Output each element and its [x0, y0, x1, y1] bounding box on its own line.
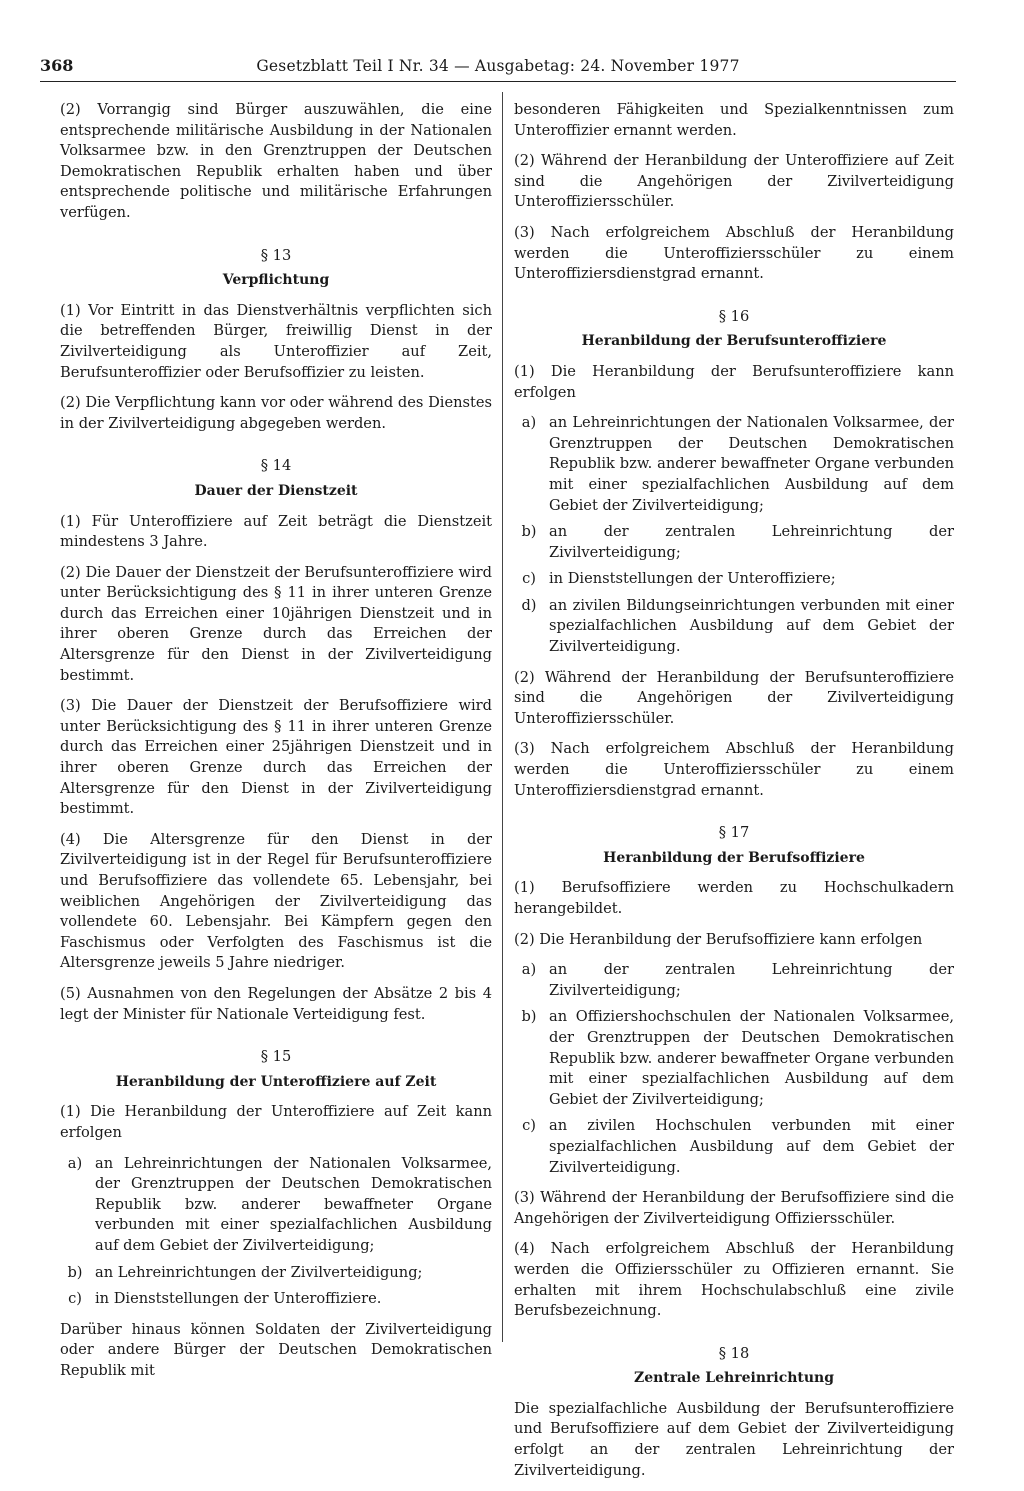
item-label: c) — [522, 570, 536, 588]
section-title: Dauer der Dienstzeit — [194, 482, 358, 499]
paragraph: (1) Die Heranbildung der Unteroffiziere auf Zeit kann erfolgen — [60, 1103, 492, 1141]
item-text: in Dienststellungen der Unteroffiziere; — [549, 570, 836, 588]
paragraph: (3) Die Dauer der Dienstzeit der Berufsoffiziere wird unter Berücksichtigung des § 11 in ihrer unteren Grenze durch das Erreichen einer 25jährigen Dienstzeit und in ihrer oberen Grenze durch das Erreichen der Altersgrenze für den Dienst in der Zivilverteidigung bestimmt. — [60, 697, 492, 818]
section-number: § 14 — [260, 457, 292, 475]
header-rule — [40, 81, 956, 82]
section-number: § 18 — [718, 1344, 750, 1362]
item-text: an Lehreinrichtungen der Nationalen Volksarmee, der Grenztruppen der Deutschen Demokratischen Republik bzw. anderer bewaffneter Organe verbunden mit einer spezialfachlichen Ausbildung auf dem Gebiet der Zivilverteidigung; — [95, 1154, 492, 1254]
column-separator — [502, 92, 503, 1342]
left-column — [60, 100, 492, 1391]
list-item — [514, 960, 954, 1001]
item-text: an Lehreinrichtungen der Zivilverteidigung; — [95, 1263, 423, 1281]
section-number: § 17 — [718, 824, 750, 842]
list-item — [514, 596, 954, 658]
list-item — [60, 1289, 492, 1310]
paragraph: (2) Die Verpflichtung kann vor oder während des Dienstes in der Zivilverteidigung abgegeben werden. — [60, 394, 492, 432]
paragraph: (2) Während der Heranbildung der Unteroffiziere auf Zeit sind die Angehörigen der Zivilverteidigung Unteroffiziersschüler. — [514, 152, 954, 211]
section-15 — [60, 1047, 492, 1381]
section-14 — [60, 456, 492, 1025]
paragraph-continuation: besonderen Fähigkeiten und Spezialkenntnissen zum Unteroffizier ernannt werden. — [514, 101, 954, 139]
item-text: an zivilen Hochschulen verbunden mit einer spezialfachlichen Ausbildung auf dem Gebiet der Zivilverteidigung. — [549, 1117, 954, 1176]
section-title: Verpflichtung — [222, 272, 330, 289]
paragraph: (5) Ausnahmen von den Regelungen der Absätze 2 bis 4 legt der Minister für Nationale Verteidigung fest. — [60, 984, 492, 1023]
section-18 — [514, 1344, 954, 1482]
item-label: b) — [521, 523, 537, 541]
item-label: c) — [522, 1117, 536, 1135]
section-13 — [60, 246, 492, 435]
section-number: § 15 — [260, 1048, 292, 1066]
list-item — [514, 569, 954, 590]
section-17 — [514, 823, 954, 1321]
item-label: a) — [521, 961, 537, 979]
item-text: in Dienststellungen der Unteroffiziere. — [95, 1290, 382, 1308]
gazette-title: Gesetzblatt Teil I Nr. 34 — Ausgabetag: 24. November 1977 — [256, 57, 740, 75]
item-text: an der zentralen Lehreinrichtung der Zivilverteidigung; — [549, 961, 954, 999]
list-item — [514, 1007, 954, 1110]
paragraph: (1) Vor Eintritt in das Dienstverhältnis verpflichten sich die betreffenden Bürger, freiwillig Dienst in der Zivilverteidigung als Unteroffizier auf Zeit, Berufsunteroffizier oder Berufsoffizier zu leisten. — [60, 301, 492, 381]
list-item — [514, 413, 954, 516]
item-label: a) — [67, 1154, 83, 1172]
list-item — [514, 522, 954, 563]
paragraph: (3) Nach erfolgreichem Abschluß der Heranbildung werden die Unteroffiziersschüler zu einem Unteroffiziersdienstgrad ernannt. — [514, 223, 954, 283]
enumerated-list — [60, 1154, 492, 1310]
item-label: d) — [521, 596, 537, 614]
paragraph: (3) Nach erfolgreichem Abschluß der Heranbildung werden die Unteroffiziersschüler zu einem Unteroffiziersdienstgrad ernannt. — [514, 740, 954, 799]
paragraph: (2) Die Dauer der Dienstzeit der Berufsunteroffiziere wird unter Berücksichtigung des § 11 in ihrer unteren Grenze durch das Erreichen einer 10jährigen Dienstzeit und in ihrer oberen Grenze durch das Erreichen der Altersgrenze für den Dienst in der Zivilverteidigung bestimmt. — [60, 563, 492, 684]
item-label: b) — [67, 1263, 83, 1281]
paragraph: (1) Für Unteroffiziere auf Zeit beträgt die Dienstzeit mindestens 3 Jahre. — [60, 512, 492, 551]
section-number: § 16 — [718, 307, 750, 325]
enumerated-list — [514, 413, 954, 658]
list-item — [514, 1116, 954, 1178]
paragraph: (2) Die Heranbildung der Berufsoffiziere kann erfolgen — [514, 930, 923, 948]
section-title: Zentrale Lehreinrichtung — [633, 1370, 835, 1387]
item-label: b) — [521, 1008, 537, 1026]
section-16 — [514, 307, 954, 801]
section-title: Heranbildung der Unteroffiziere auf Zeit — [115, 1073, 437, 1090]
paragraph: Darüber hinaus können Soldaten der Zivilverteidigung oder andere Bürger der Deutschen Demokratischen Republik mit — [60, 1320, 492, 1379]
item-text: an Offiziershochschulen der Nationalen Volksarmee, der Grenztruppen der Deutschen Demokratischen Republik bzw. anderer bewaffneter Organe verbunden mit einer spezialfachlichen Ausbildung auf dem Gebiet der Zivilverteidigung; — [549, 1008, 954, 1108]
item-label: c) — [68, 1290, 82, 1308]
list-item — [60, 1154, 492, 1257]
right-column — [514, 100, 954, 1491]
section-number: § 13 — [260, 246, 292, 264]
section-title: Heranbildung der Berufsoffiziere — [603, 849, 865, 866]
paragraph: (4) Nach erfolgreichem Abschluß der Heranbildung werden die Offiziersschüler zu Offizieren ernannt. Sie erhalten mit ihrem Hochschulabschluß eine zivile Berufsbezeichnung. — [514, 1240, 954, 1320]
page-header — [40, 56, 956, 80]
paragraph-s12-2: (2) Vorrangig sind Bürger auszuwählen, die eine entsprechende militärische Ausbildung in der Nationalen Volksarmee bzw. in den Grenztruppen der Deutschen Demokratischen Republik erhalten haben und über entsprechende politische und militärische Erfahrungen verfügen. — [60, 101, 492, 221]
paragraph: (1) Berufsoffiziere werden zu Hochschulkadern herangebildet. — [514, 879, 954, 917]
paragraph: (1) Die Heranbildung der Berufsunteroffiziere kann erfolgen — [514, 362, 954, 401]
enumerated-list — [514, 960, 954, 1178]
item-text: an zivilen Bildungseinrichtungen verbunden mit einer spezialfachlichen Ausbildung auf dem Gebiet der Zivilverteidigung. — [549, 596, 954, 656]
paragraph: (2) Während der Heranbildung der Berufsunteroffiziere sind die Angehörigen der Zivilverteidigung Unteroffiziersschüler. — [514, 668, 954, 727]
item-label: a) — [521, 414, 537, 432]
page-number: 368 — [40, 56, 74, 75]
list-item — [60, 1263, 492, 1284]
paragraph: (4) Die Altersgrenze für den Dienst in der Zivilverteidigung ist in der Regel für Berufsunteroffiziere und Berufsoffiziere das vollendete 65. Lebensjahr, bei weiblichen Angehörigen der Zivilverteidigung das vollendete 60. Lebensjahr. Bei Kämpfern gegen den Faschismus oder Verfolgten des Faschismus ist die Altersgrenze jeweils 5 Jahre niedriger. — [60, 830, 492, 972]
item-text: an Lehreinrichtungen der Nationalen Volksarmee, der Grenztruppen der Deutschen Demokratischen Republik bzw. anderer bewaffneter Organe verbunden mit einer spezialfachlichen Ausbildung auf dem Gebiet der Zivilverteidigung; — [549, 414, 954, 514]
section-title: Heranbildung der Berufsunteroffiziere — [581, 333, 887, 350]
item-text: an der zentralen Lehreinrichtung der Zivilverteidigung; — [549, 523, 954, 561]
paragraph: Die spezialfachliche Ausbildung der Berufsunteroffiziere und Berufsoffiziere auf dem Gebiet der Zivilverteidigung erfolgt an der zentralen Lehreinrichtung der Zivilverteidigung. — [514, 1399, 954, 1479]
paragraph: (3) Während der Heranbildung der Berufsoffiziere sind die Angehörigen der Zivilverteidigung Offiziersschüler. — [514, 1189, 954, 1227]
